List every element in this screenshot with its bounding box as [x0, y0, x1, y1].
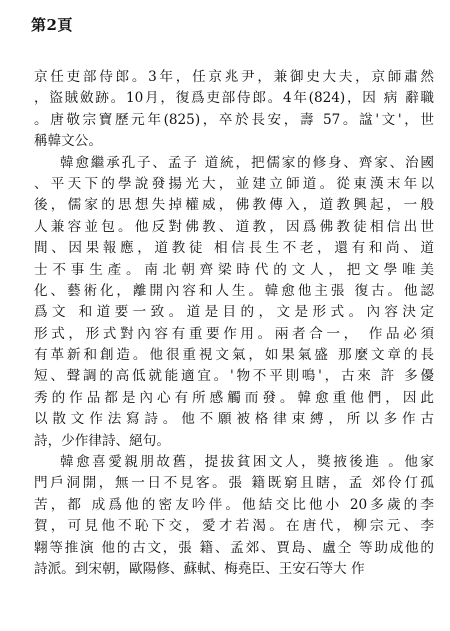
- text-line: 短、聲調的高低就能適宜。'物不平則鳴'，古來 許 多優: [34, 368, 434, 385]
- text-line: 詩派。到宋朝，歐陽修、蘇軾、梅堯臣、王安石等大 作: [34, 560, 365, 577]
- text-line: 秀的作品都是內心有所感觸而發。韓愈重他們，因此: [34, 389, 434, 406]
- text-line: 苦，都 成爲他的密友吟伴。他結交比他小 20多歲的李: [34, 496, 434, 513]
- text-line: 、平天下的學說發揚光大，並建立師道。從東漢末年以: [34, 175, 434, 192]
- text-line: 稱韓文公。: [34, 133, 102, 150]
- text-line: 賀，可見他不恥下交，愛才若渴。在唐代，柳宗元、李: [34, 518, 434, 535]
- article-body: [34, 67, 434, 580]
- text-line: 翺等推演 他的古文，張 籍、孟郊、賈島、盧仝 等助成他的: [34, 539, 434, 556]
- text-line: 韓愈繼承孔子、孟子 道統，把儒家的修身、齊家、治國: [60, 154, 434, 171]
- text-line: 後，儒家的思想失掉權威，佛教傳入，道教興起，一般: [34, 197, 434, 214]
- text-line: 士不事生產。南北朝齊梁時代的文人，把文學唯美: [34, 261, 434, 278]
- text-line: 形式，形式對內容有重要作用。兩者合一， 作品必須: [34, 325, 434, 342]
- paragraph: [34, 452, 434, 580]
- paragraph: [34, 67, 434, 153]
- text-line: 以散文作法寫詩。他不願被格律束縛，所以多作古: [34, 411, 434, 428]
- text-line: 韓愈喜愛親朋故舊，提拔貧困文人，獎掖後進 。他家: [60, 454, 434, 471]
- text-line: 爲文 和道要一致。道是目的，文是形式。內容決定: [34, 304, 434, 321]
- text-line: 京任吏部侍郎。3年，任京兆尹，兼御史大夫，京師肅然: [34, 69, 434, 85]
- paragraph: [34, 153, 434, 452]
- text-line: 人兼容並包。他反對佛教、道教，因爲佛教徒相信出世: [34, 218, 434, 235]
- text-line: 間、因果報應，道教徒 相信長生不老，還有和尚、道: [34, 240, 434, 257]
- text-line: 詩，少作律詩、絕句。: [34, 432, 170, 449]
- page-number-header: 第2頁: [31, 16, 73, 34]
- text-line: ，盜賊斂跡。10月，復爲吏部侍郎。4年(824)，因 病 辭職: [34, 90, 434, 107]
- text-line: 有革新和創造。他很重視文氣，如果氣盛 那麼文章的長: [34, 347, 434, 364]
- text-line: 化、藝術化，離開內容和人生。韓愈他主張 復古。他認: [34, 282, 434, 299]
- text-line: 門戶洞開，無一日不見客。張 籍既窮且瞎，孟 郊伶仃孤: [34, 475, 434, 492]
- text-line: 。唐敬宗寶歷元年(825)，卒於長安，壽 57。諡'文'，世: [34, 111, 434, 128]
